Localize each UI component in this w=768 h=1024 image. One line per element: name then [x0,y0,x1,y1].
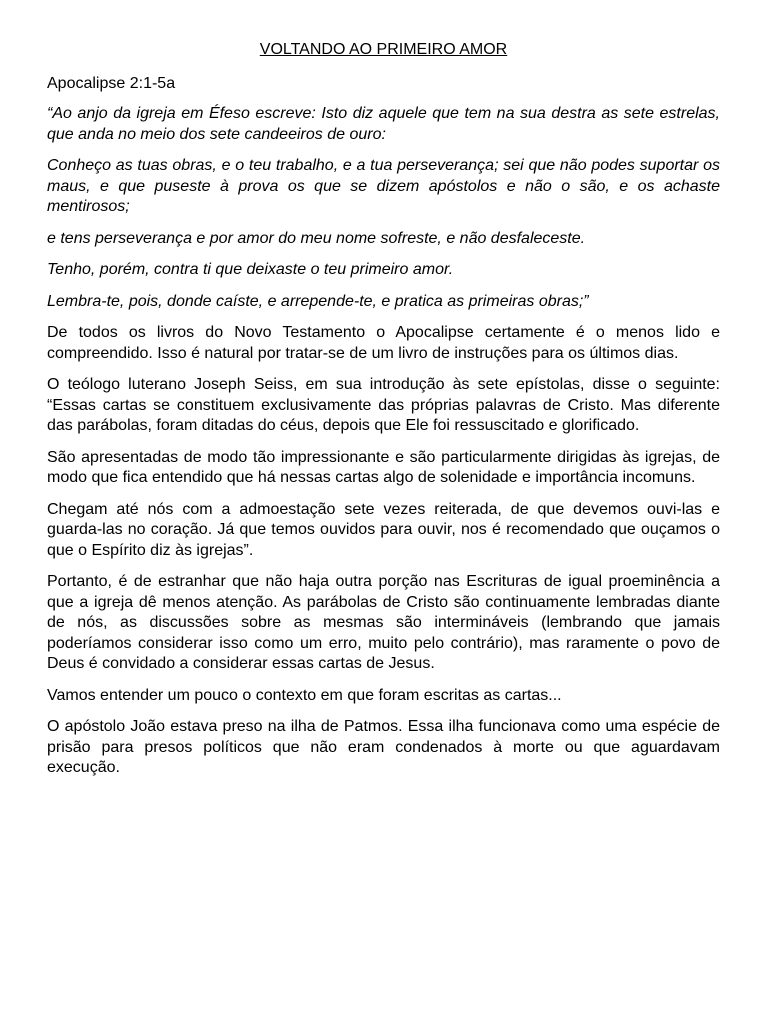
scripture-reference: Apocalipse 2:1-5a [47,74,176,92]
verse-3: e tens perseverança e por amor do meu nome sofreste, e não desfaleceste. [47,229,586,247]
document-title: VOLTANDO AO PRIMEIRO AMOR [259,41,508,58]
verse-4: Tenho, porém, contra ti que deixaste o teu primeiro amor. [47,261,454,278]
body-paragraph-1: De todos os livros do Novo Testamento o Apocalipse certamente é o menos lido e compreendido. Isso é natural por tratar-se de um livro de instruções para os últimos dias. [47,324,720,362]
body-paragraph-7: O apóstolo João estava preso na ilha de Patmos. Essa ilha funcionava como uma espécie de prisão para presos políticos que não eram condenados à morte ou que aguardavam execução. [47,718,720,776]
body-paragraph-2: O teólogo luterano Joseph Seiss, em sua introdução às sete epístolas, disse o seguinte: “Essas cartas se constituem exclusivamente das próprias palavras de Cristo. Mas diferente das parábolas, foram ditadas do céus, depois que Ele foi ressuscitado e glorificado. [47,376,720,434]
body-paragraph-3: São apresentadas de modo tão impressionante e são particularmente dirigidas às igrejas, de modo que fica entendido que há nessas cartas algo de solenidade e importância incomuns. [47,448,720,486]
body-paragraph-4: Chegam até nós com a admoestação sete vezes reiterada, de que devemos ouvi-las e guarda-las no coração. Já que temos ouvidos para ouvir, nos é recomendado que ouçamos o que o Espírito diz às igrejas”. [47,500,720,559]
body-paragraph-5: Portanto, é de estranhar que não haja outra porção nas Escrituras de igual proeminência a que a igreja dê menos atenção. As parábolas de Cristo são continuamente lembradas diante de nós, as discussões sobre as mesmas são intermináveis (lembrando que jamais poderíamos considerar isso como um erro, muito pelo contrário), mas raramente o povo de Deus é convidado a considerar essas cartas de Jesus. [47,573,720,672]
verse-2: Conheço as tuas obras, e o teu trabalho, e a tua perseverança; sei que não podes suportar os maus, e que puseste à prova os que se dizem apóstolos e não o são, e os achaste mentirosos; [47,157,720,215]
document-page [47,40,720,790]
verse-1: “Ao anjo da igreja em Éfeso escreve: Isto diz aquele que tem na sua destra as sete estrelas, que anda no meio dos sete candeeiros de ouro: [47,105,720,143]
body-paragraph-6: Vamos entender um pouco o contexto em que foram escritas as cartas... [47,686,562,704]
verse-5: Lembra-te, pois, donde caíste, e arrepende-te, e pratica as primeiras obras;” [47,292,589,310]
